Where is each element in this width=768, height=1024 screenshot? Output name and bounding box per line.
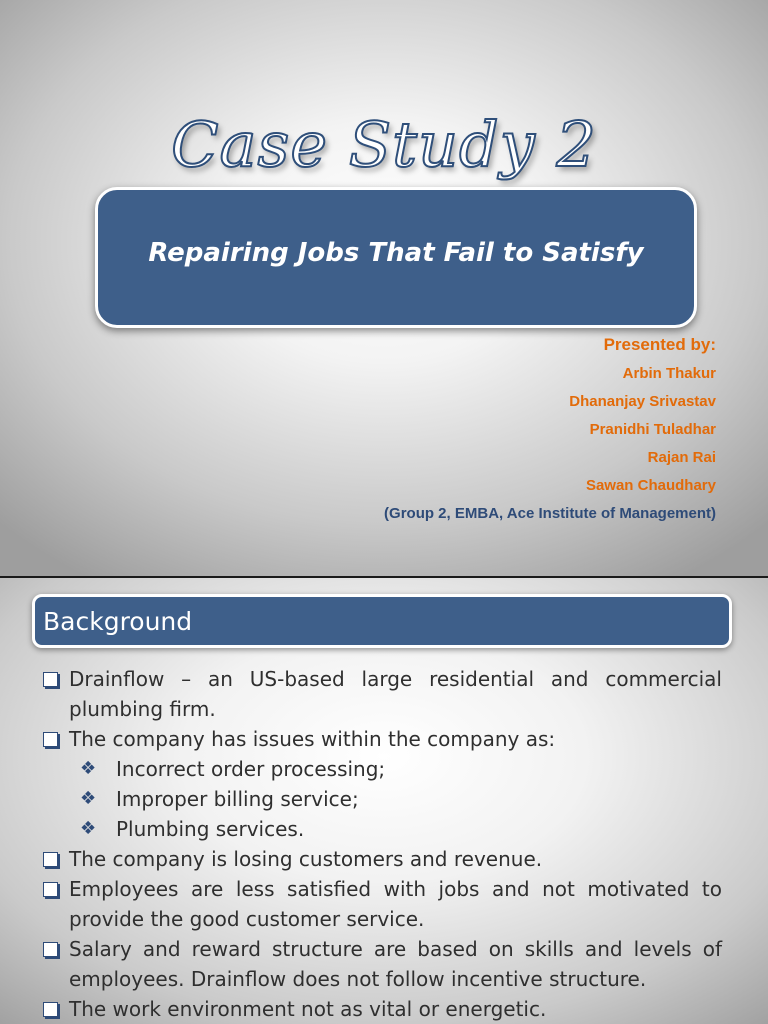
bullet-text: employees. Drainflow does not follow incentive structure. bbox=[69, 967, 647, 991]
group-affiliation: (Group 2, EMBA, Ace Institute of Management) bbox=[384, 505, 716, 522]
list-item bbox=[40, 994, 722, 1024]
bullet-text: The company is losing customers and revenue. bbox=[69, 847, 543, 871]
presenter-name: Sawan Chaudhary bbox=[585, 477, 716, 494]
checkbox-bullet-icon bbox=[43, 942, 58, 957]
presenter-name: Rajan Rai bbox=[647, 449, 716, 466]
bullet-text: provide the good customer service. bbox=[69, 907, 425, 931]
presented-by-label: Presented by: bbox=[603, 335, 716, 354]
diamond-bullet-icon: ❖ bbox=[80, 788, 97, 809]
list-item bbox=[40, 934, 722, 994]
checkbox-bullet-icon bbox=[43, 1002, 58, 1017]
presenter-name: Arbin Thakur bbox=[622, 365, 716, 382]
sub-list-item bbox=[40, 784, 722, 814]
diamond-bullet-icon: ❖ bbox=[80, 818, 97, 839]
bullet-text: Employees are less satisfied with jobs and not motivated to bbox=[69, 877, 722, 901]
slide-title: Case Study 2 bbox=[171, 108, 597, 181]
presenter-name: Dhananjay Srivastav bbox=[569, 393, 716, 410]
list-item bbox=[40, 664, 722, 724]
bullet-text: The work environment not as vital or energetic. bbox=[69, 997, 547, 1021]
subtitle-box bbox=[95, 187, 697, 328]
bullet-text: The company has issues within the company as: bbox=[69, 727, 556, 751]
checkbox-bullet-icon bbox=[43, 882, 58, 897]
sub-bullet-text: Incorrect order processing; bbox=[116, 757, 386, 781]
list-item bbox=[40, 874, 722, 934]
sub-bullet-text: Improper billing service; bbox=[116, 787, 359, 811]
section-header bbox=[32, 594, 732, 648]
section-heading: Background bbox=[43, 606, 193, 636]
sub-bullet-text: Plumbing services. bbox=[116, 817, 305, 841]
slide-subtitle: Repairing Jobs That Fail to Satisfy bbox=[148, 237, 644, 268]
sub-list-item bbox=[40, 754, 722, 784]
bullet-text: Salary and reward structure are based on skills and levels of bbox=[69, 937, 722, 961]
bullet-text: Drainflow – an US-based large residential and commercial bbox=[69, 667, 722, 691]
checkbox-bullet-icon bbox=[43, 672, 58, 687]
diamond-bullet-icon: ❖ bbox=[80, 758, 97, 779]
bullet-text: plumbing firm. bbox=[69, 697, 216, 721]
checkbox-bullet-icon bbox=[43, 852, 58, 867]
sub-list-item bbox=[40, 814, 722, 844]
presenter-name: Pranidhi Tuladhar bbox=[589, 421, 716, 438]
list-item bbox=[40, 844, 722, 874]
background-slide bbox=[0, 578, 768, 1024]
bullet-list bbox=[40, 664, 722, 1024]
checkbox-bullet-icon bbox=[43, 732, 58, 747]
presenters-block bbox=[384, 334, 716, 528]
list-item bbox=[40, 724, 722, 754]
